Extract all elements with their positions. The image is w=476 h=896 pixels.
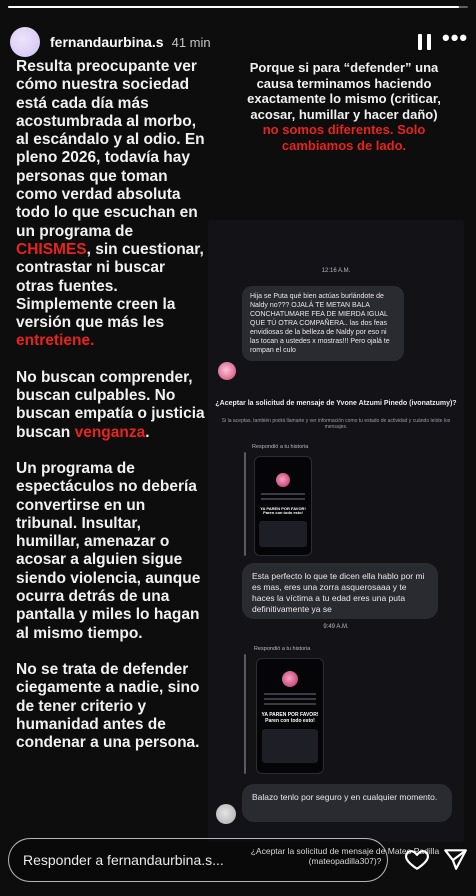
more-options-icon[interactable]: ••• — [442, 25, 469, 50]
paragraph-1: Resulta preocupante ver cómo nuestra sociedad está cada día más acostumbrada al morbo, al escándalo y al odio. En pleno 2026, todavía hay personas que toman como verdad absoluta todo lo que escuchan en un programa de CHISMES, sin cuestionar, contrastar ni buscar otras fuentes. Simplemente creen la versión que más les entretiene. — [16, 58, 205, 350]
story-progress-fill — [8, 6, 459, 8]
paragraph-2: No buscan comprender, buscan culpables. No buscan empatía o justicia buscan venganza. — [16, 368, 205, 441]
story-time-ago: 41 min — [171, 34, 211, 50]
paragraph-3: Un programa de espectáculos no debería convertirse en un tribunal. Insultar, humillar, amenazar o acosar a alguien sigue siendo violencia, aunque ocurra detrás de una pantalla y miles lo hagan al mismo tiempo. — [16, 459, 201, 642]
right-text-white: Porque si para “defender” una causa terminamos haciendo exactamente lo mismo (criticar, acosar, humillar y hacer daño) — [247, 60, 441, 122]
highlight-entretiene: entretiene. — [16, 332, 95, 350]
story-thumbnail-caption: YA PAREN POR FAVOR! Paren con todo esto! — [261, 712, 319, 724]
story-progress-bar — [8, 6, 468, 8]
chat-message-2: Esta perfecto lo que te dicen ella hablo por mi es mas, eres una zorra asquerosaaa y te haces la víctima a tu edad eres una puta definitivamente ya se — [242, 563, 438, 619]
message-request-subtitle: Si la aceptas, también podrá llamarte y ver información como tu estado de actividad y cuándo leíste los mensajes. — [221, 418, 451, 430]
pause-icon[interactable] — [418, 34, 432, 50]
send-icon[interactable] — [442, 846, 468, 872]
story-left-text — [16, 58, 206, 770]
chat-message-3: Balazo tenlo por seguro y en cualquier momento. — [242, 784, 452, 822]
right-text-red: no somos diferentes. Solo cambiamos de lado. — [262, 122, 426, 153]
chat-timestamp: 9:49 A.M. — [323, 624, 349, 630]
highlight-chismes: CHISMES — [16, 240, 87, 258]
avatar[interactable] — [10, 27, 40, 57]
story-thumbnail — [256, 658, 324, 774]
story-right-text — [244, 60, 444, 153]
sender-avatar — [216, 804, 236, 824]
username[interactable]: fernandaurbina.s — [50, 34, 164, 50]
paragraph-4: No se trata de defender ciegamente a nadie, sino de tener criterio y humanidad antes de condenar a una persona. — [16, 660, 200, 752]
chat-timestamp: 12:16 A.M. — [321, 268, 351, 274]
reply-input[interactable]: Responder a fernandaurbina.s... — [8, 838, 388, 882]
replied-to-story-label: Respondió a tu historia — [252, 444, 309, 450]
heart-icon[interactable] — [404, 846, 430, 872]
message-request-title: ¿Aceptar la solicitud de mensaje de Yvone Atzumi Pinedo (ivonatzumy)? — [215, 400, 457, 407]
story-thumbnail — [254, 456, 312, 556]
message-request-title: ¿Aceptar la solicitud de mensaje de Mateo Padilla (mateopadilla307)? — [250, 846, 440, 866]
story-thumbnail-caption: YA PAREN POR FAVOR! Paren con todo esto! — [260, 506, 306, 516]
highlight-venganza: venganza — [74, 423, 146, 441]
reply-indicator-bar — [244, 654, 246, 774]
story-header — [0, 22, 476, 62]
replied-to-story-label: Respondió a tu historia — [254, 646, 311, 652]
sender-avatar — [218, 362, 236, 380]
chat-screenshot — [208, 220, 464, 842]
reply-indicator-bar — [244, 452, 246, 556]
chat-message-1: Hija se Puta qué bien actúas burlándote de Naldy no??? OJALÁ TE METAN BALA CONCHATUMARE FEA DE MIERDA IGUAL QUE TÚ OTRA COMPAÑERA.. las dos feas envidiosas de la belleza de Naldy por eso ni las tocan a ustedes x mostras!!! Pero ojalá te rompan el culo — [242, 286, 404, 361]
